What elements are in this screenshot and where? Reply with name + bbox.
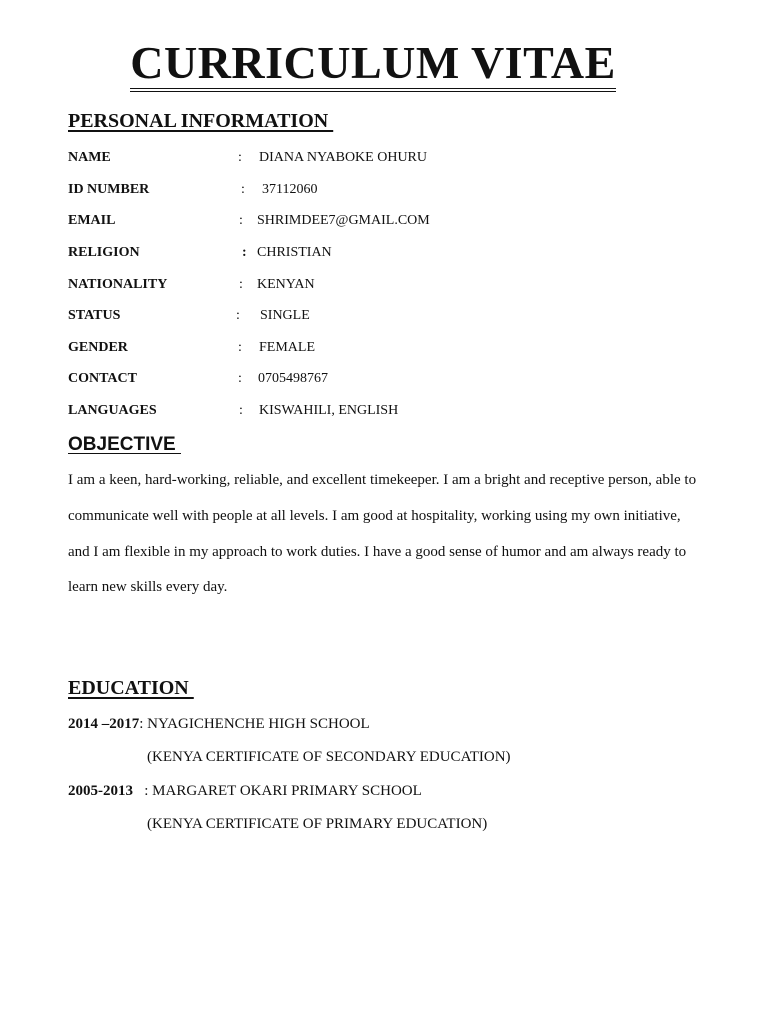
info-row-gender <box>68 340 708 360</box>
education-certificate: (KENYA CERTIFICATE OF PRIMARY EDUCATION) <box>147 816 488 832</box>
info-row-status <box>68 308 708 328</box>
info-colon: : <box>238 150 242 165</box>
info-label: GENDER <box>68 340 128 355</box>
info-row-religion <box>68 245 708 265</box>
info-label: NATIONALITY <box>68 277 168 292</box>
info-row-name <box>68 150 708 170</box>
info-value: SHRIMDEE7@GMAIL.COM <box>257 213 430 228</box>
info-value: CHRISTIAN <box>257 245 332 260</box>
info-label: NAME <box>68 150 111 165</box>
info-colon: : <box>239 277 243 292</box>
info-value: KENYAN <box>257 277 315 292</box>
info-colon: : <box>239 213 243 228</box>
info-value: DIANA NYABOKE OHURU <box>259 150 427 165</box>
objective-heading: OBJECTIVE <box>68 434 181 455</box>
education-separator: : <box>133 783 153 799</box>
info-value: SINGLE <box>260 308 310 323</box>
education-entry <box>68 783 422 800</box>
info-row-email <box>68 213 708 233</box>
info-colon: : <box>242 245 247 260</box>
info-row-id-number <box>68 182 708 202</box>
info-label: ID NUMBER <box>68 182 150 197</box>
education-school: MARGARET OKARI PRIMARY SCHOOL <box>152 783 422 799</box>
info-label: CONTACT <box>68 371 137 386</box>
personal-information-heading: PERSONAL INFORMATION <box>68 110 334 132</box>
info-value: 37112060 <box>262 182 318 197</box>
info-value: KISWAHILI, ENGLISH <box>259 403 399 418</box>
document-title-text: CURRICULUM VITAE <box>130 38 616 92</box>
info-colon: : <box>239 403 243 418</box>
education-heading: EDUCATION <box>68 677 194 699</box>
info-label: LANGUAGES <box>68 403 157 418</box>
info-row-nationality <box>68 277 708 297</box>
education-years: 2014 –2017 <box>68 716 140 732</box>
document-title <box>0 36 746 92</box>
info-colon: : <box>238 371 242 386</box>
info-colon: : <box>241 182 245 197</box>
info-label: RELIGION <box>68 245 140 260</box>
education-certificate: (KENYA CERTIFICATE OF SECONDARY EDUCATION) <box>147 749 511 765</box>
info-label: STATUS <box>68 308 121 323</box>
info-row-languages <box>68 403 708 423</box>
info-value: 0705498767 <box>258 371 328 386</box>
objective-text: I am a keen, hard-working, reliable, and excellent timekeeper. I am a bright and receptive person, able to communicate well with people at all levels. I am good at hospitality, working using my own initiative, and I am flexible in my approach to work duties. I have a good sense of humor and am always ready to learn new skills every day. <box>68 472 697 596</box>
info-label: EMAIL <box>68 213 116 228</box>
info-colon: : <box>236 308 240 323</box>
education-entry <box>68 716 370 733</box>
info-colon: : <box>238 340 242 355</box>
info-value: FEMALE <box>259 340 315 355</box>
info-row-contact <box>68 371 708 391</box>
education-separator: : <box>139 716 148 732</box>
education-years: 2005-2013 <box>68 783 133 799</box>
education-school: NYAGICHENCHE HIGH SCHOOL <box>147 716 370 732</box>
